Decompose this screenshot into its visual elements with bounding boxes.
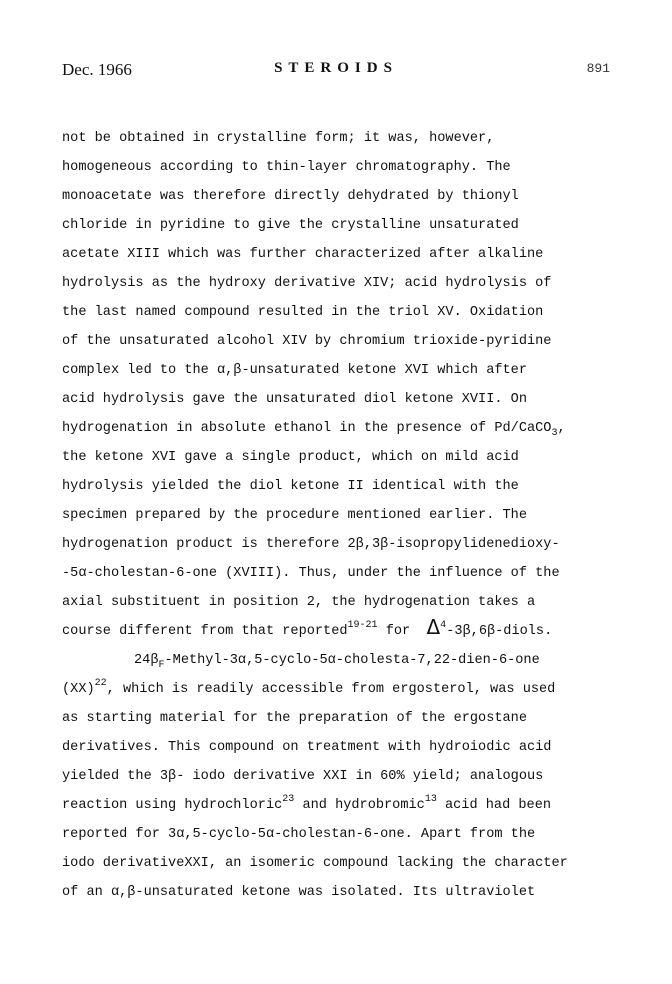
line-text: (XX) — [62, 682, 95, 697]
line-text: hydrogenation in absolute ethanol in the presence of Pd/CaCO — [62, 421, 552, 436]
text-line: chloride in pyridine to give the crystalline unsaturated — [62, 218, 519, 233]
text-line — [62, 791, 622, 820]
body-text — [62, 124, 622, 907]
line-text: reaction using hydrochloric — [62, 798, 283, 813]
text-line: acetate XIII which was further characterized after alkaline — [62, 247, 544, 262]
subscript: 3 — [551, 428, 558, 439]
reference-superscript: 22 — [94, 678, 107, 689]
text-line — [62, 414, 622, 443]
text-line: complex led to the α,β-unsaturated ketone XVI which after — [62, 363, 527, 378]
text-line: iodo derivativeXXI, an isomeric compound lacking the character — [62, 856, 568, 871]
text-line: yielded the 3β- iodo derivative XXI in 60% yield; analogous — [62, 769, 544, 784]
reference-superscript: 19-21 — [347, 620, 378, 631]
line-text: acid had been — [436, 798, 552, 813]
text-line: monoacetate was therefore directly dehydrated by thionyl — [62, 189, 519, 204]
text-line: not be obtained in crystalline form; it was, however, — [62, 131, 495, 146]
text-line: hydrogenation product is therefore 2β,3β-isopropylidenedioxy- — [62, 537, 560, 552]
text-line: -5α-cholestan-6-one (XVIII). Thus, under the influence of the — [62, 566, 560, 581]
delta-symbol: Δ — [426, 615, 441, 639]
text-line — [62, 675, 622, 704]
text-line: the ketone XVI gave a single product, which on mild acid — [62, 450, 519, 465]
text-line: hydrolysis as the hydroxy derivative XIV; acid hydrolysis of — [62, 276, 552, 291]
line-text: , which is readily accessible from ergosterol, was used — [106, 682, 556, 697]
superscript: 4 — [440, 620, 447, 631]
page-header — [62, 60, 610, 86]
line-text: and hydrobromic — [294, 798, 425, 813]
line-text: -Methyl-3α,5-cyclo-5α-cholesta-7,22-dien-6-one — [164, 653, 540, 668]
text-line: axial substituent in position 2, the hydrogenation takes a — [62, 595, 536, 610]
text-line: of the unsaturated alcohol XIV by chromium trioxide-pyridine — [62, 334, 552, 349]
line-text: for — [377, 624, 427, 639]
line-text: course different from that reported — [62, 624, 348, 639]
line-text: 24β — [134, 653, 159, 668]
text-line: acid hydrolysis gave the unsaturated diol ketone XVII. On — [62, 392, 527, 407]
text-line: derivatives. This compound on treatment with hydroiodic acid — [62, 740, 552, 755]
reference-superscript: 13 — [424, 794, 437, 805]
text-line: as starting material for the preparation of the ergostane — [62, 711, 527, 726]
text-line: reported for 3α,5-cyclo-5α-cholestan-6-one. Apart from the — [62, 827, 536, 842]
text-line: hydrolysis yielded the diol ketone II identical with the — [62, 479, 519, 494]
text-line: of an α,β-unsaturated ketone was isolated. Its ultraviolet — [62, 885, 536, 900]
line-text: , — [557, 421, 566, 436]
subscript: F — [158, 660, 165, 671]
text-line: the last named compound resulted in the triol XV. Oxidation — [62, 305, 544, 320]
page-number: 891 — [586, 61, 610, 76]
text-line: homogeneous according to thin-layer chromatography. The — [62, 160, 511, 175]
text-line — [62, 617, 622, 646]
line-text: -3β,6β-diols. — [446, 624, 553, 639]
text-line — [62, 646, 622, 675]
reference-superscript: 23 — [282, 794, 295, 805]
journal-title: STEROIDS — [274, 60, 398, 76]
text-line: specimen prepared by the procedure mentioned earlier. The — [62, 508, 527, 523]
issue-date: Dec. 1966 — [62, 60, 132, 79]
